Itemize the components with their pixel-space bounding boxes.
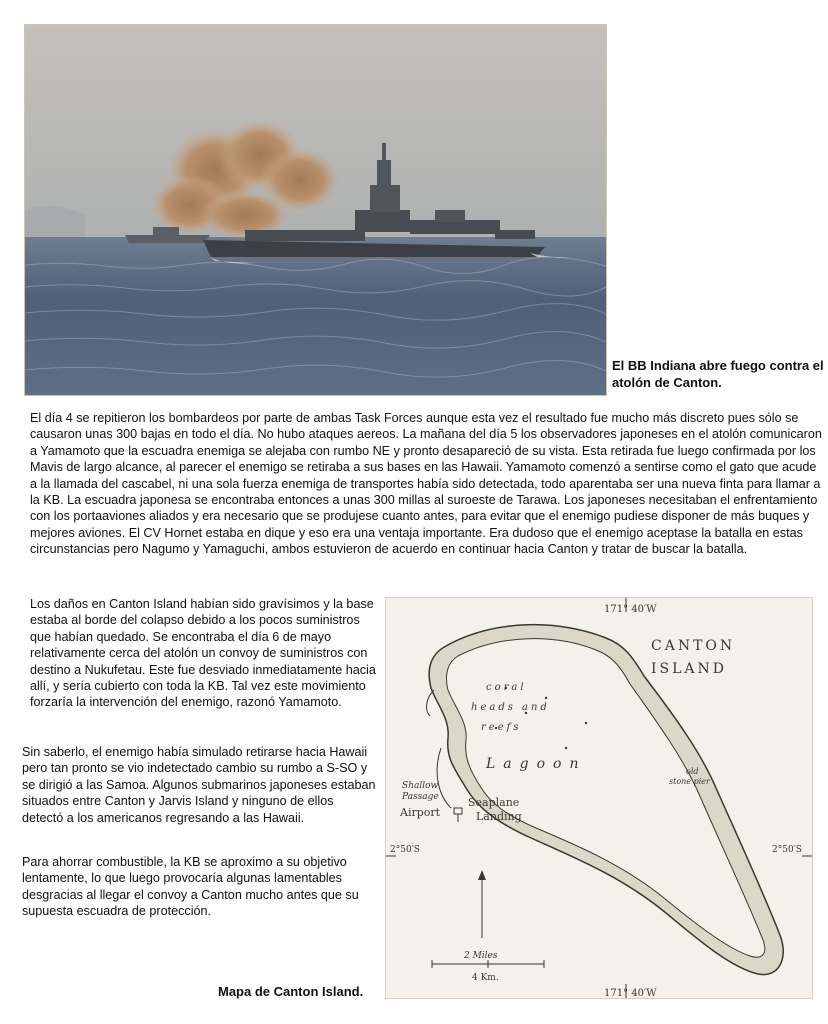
label-reefs: reefs [481, 722, 522, 733]
label-shallow: Shallow [402, 781, 439, 791]
map-illustration [386, 598, 812, 998]
map-title-line2: ISLAND [651, 661, 728, 677]
battleship-illustration [25, 25, 606, 395]
scale-miles: 2 Miles [464, 951, 498, 961]
paragraph-4: Para ahorrar combustible, la KB se aproximo a su objetivo lentamente, lo que luego provocaría algunas lamentables desgracias al llegar el convoy a Canton mucho antes que su supuesta escuadra de protección. [22, 855, 359, 919]
scale-km: 4 Km. [472, 973, 499, 983]
longitude-bottom: 171° 40′W [604, 988, 657, 998]
paragraph-3: Sin saberlo, el enemigo había simulado retirarse hacia Hawaii pero tan pronto se vio indetectado cambio su rumbo a S-SO y se dirigió a las Samoa. Algunos submarinos japoneses estaban situados entre Canton y Jarvis Island y ninguno de ellos detectó a los americanos regresando a las Hawaii. [22, 745, 376, 825]
battleship-photo [24, 24, 607, 396]
canton-island-map [385, 597, 813, 999]
latitude-left: 2°50′S [390, 845, 420, 855]
latitude-right: 2°50′S [772, 845, 802, 855]
label-seaplane: Seaplane [468, 796, 520, 809]
label-coral: coral [486, 682, 527, 693]
photo-caption: El BB Indiana abre fuego contra el atolón de Canton. [612, 358, 824, 390]
label-airport: Airport [400, 806, 441, 819]
label-lagoon: Lagoon [486, 756, 587, 772]
map-title-line1: CANTON [651, 638, 736, 654]
paragraph-1: El día 4 se repitieron los bombardeos por parte de ambas Task Forces aunque esta vez el resultado fue mucho más discreto pues sólo se causaron unas 300 bajas en todo el día. No hubo ataques aereos. La mañana del día 5 los observadores japoneses en el atolón comunicaron a Yamamoto que la escuadra enemiga se alejaba con rumbo NE y pronto desapareció de su vista. Esta retirada fue luego confirmada por los Mavis de largo alcance, al parecer el enemigo se retiraba a sus bases en las Hawaii. Yamamoto comenzó a sentirse como el gato que acude a la llamada del cascabel, ni una sola fuerza enemiga de transportes había sido detectada, todo aparentaba ser una nueva finta para llamar a la KB. La escuadra japonesa se encontraba entonces a unas 300 millas al suroeste de Tarawa. Los japoneses necesitaban el enfrentamiento con los portaaviones aliados y era necesario que se produjese cuanto antes, para evitar que el enemigo pudiese disponer de más buques y mejores aviones. El CV Hornet estaba en dique y eso era una ventaja importante. Era dudoso que el enemigo aceptase la batalla en estas circunstancias pero Nagumo y Yamaguchi, ambos estuvieron de acuerdo en continuar hacia Canton y tratar de buscar la batalla. [30, 411, 822, 557]
longitude-top: 171° 40′W [604, 604, 657, 615]
paragraph-2: Los daños en Canton Island habían sido gravísimos y la base estaba al borde del colapso debido a los pocos suministros que habían quedado. Se encontraba el día 6 de mayo relativamente cerca del atolón un convoy de suministros con destino a Nukufetau. Este fue desviado inmediatamente hacia allí, y sería cubierto con toda la KB. Tal vez este movimiento forzaría la intervención del enemigo, razonó Yamamoto. [30, 597, 376, 710]
label-passage: Passage [402, 792, 439, 802]
label-stone-pier: stone pier [669, 777, 710, 786]
map-caption: Mapa de Canton Island. [218, 984, 364, 999]
label-landing: Landing [476, 810, 522, 823]
label-heads-and: heads and [471, 702, 550, 713]
label-old: old [686, 767, 699, 776]
